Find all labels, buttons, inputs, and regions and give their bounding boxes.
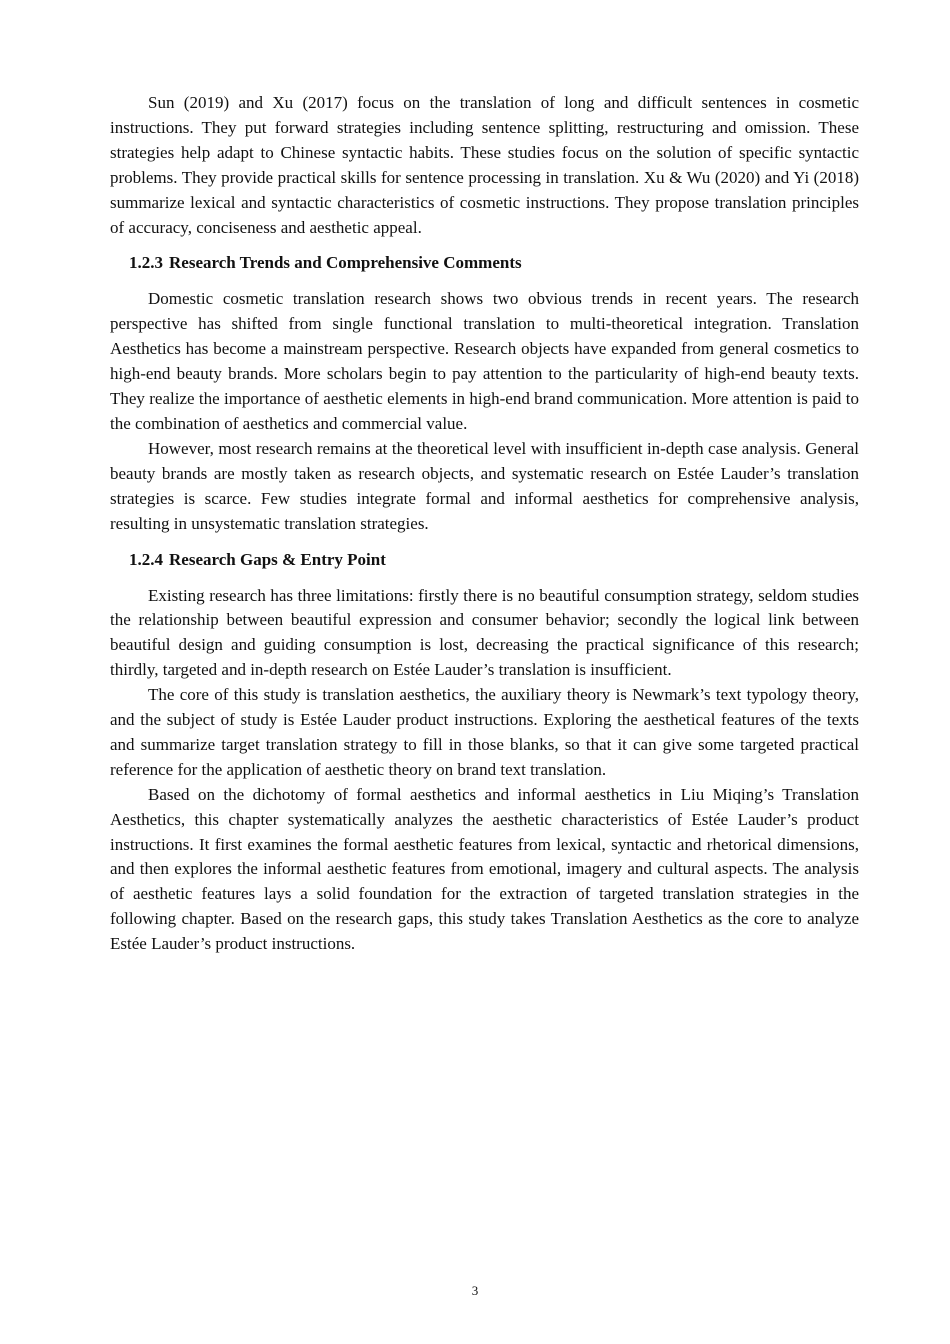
body-paragraph: The core of this study is translation aesthetics, the auxiliary theory is Newmark’s text typology theory, and the subject of study is Estée Lauder product instructions. Exploring the aesthetical features of the texts and summarize target translation strategy to fill in those blanks, so that it can give some targeted practical reference for the application of aesthetic theory on brand text translation. bbox=[110, 685, 859, 779]
body-paragraph: However, most research remains at the theoretical level with insufficient in-depth case analysis. General beauty brands are mostly taken as research objects, and systematic research on Estée Lauder’s translation strategies is scarce. Few studies integrate formal and informal aesthetics for comprehensive analysis, resulting in unsystematic translation strategies. bbox=[110, 438, 859, 533]
section-number: 1.2.4 bbox=[129, 549, 163, 569]
section-heading-1-2-4 bbox=[110, 549, 859, 571]
body-paragraph: Sun (2019) and Xu (2017) focus on the translation of long and difficult sentences in cosmetic instructions. They put forward strategies including sentence splitting, restructuring and omission. These strategies help adapt to Chinese syntactic habits. These studies focus on the solution of specific syntactic problems. They provide practical skills for sentence processing in translation. Xu & Wu (2020) and Yi (2018) summarize lexical and syntactic characteristics of cosmetic instructions. They propose translation principles of accuracy, conciseness and aesthetic appeal. bbox=[110, 93, 859, 237]
body-paragraph: Domestic cosmetic translation research shows two obvious trends in recent years. The research perspective has shifted from single functional translation to multi-theoretical integration. Translation Aesthetics has become a mainstream perspective. Research objects have expanded from general cosmetics to high-end beauty brands. More scholars begin to pay attention to the particularity of high-end beauty texts. They realize the importance of aesthetic elements in high-end brand communication. More attention is paid to the combination of aesthetics and commercial value. bbox=[110, 289, 859, 433]
section-number: 1.2.3 bbox=[129, 253, 163, 273]
page-body bbox=[110, 91, 859, 957]
body-paragraph: Based on the dichotomy of formal aesthetics and informal aesthetics in Liu Miqing’s Translation Aesthetics, this chapter systematically analyzes the aesthetic characteristics of Estée Lauder’s product instructions. It first examines the formal aesthetic features from lexical, syntactic and rhetorical dimensions, and then explores the informal aesthetic features from emotional, imagery and cultural aspects. The analysis of aesthetic features lays a solid foundation for the extraction of targeted translation strategies in the following chapter. Based on the research gaps, this study takes Translation Aesthetics as the core to analyze Estée Lauder’s product instructions. bbox=[110, 784, 859, 954]
section-title: Research Gaps & Entry Point bbox=[169, 549, 386, 569]
section-title: Research Trends and Comprehensive Comments bbox=[169, 253, 522, 273]
body-paragraph: Existing research has three limitations: firstly there is no beautiful consumption strategy, seldom studies the relationship between beautiful expression and consumer behavior; secondly the logical link between beautiful design and guiding consumption is lost, decreasing the practical significance of this research; thirdly, targeted and in-depth research on Estée Lauder’s translation is insufficient. bbox=[110, 585, 859, 680]
section-heading-1-2-3 bbox=[110, 252, 859, 274]
page-number: 3 bbox=[471, 1283, 479, 1298]
